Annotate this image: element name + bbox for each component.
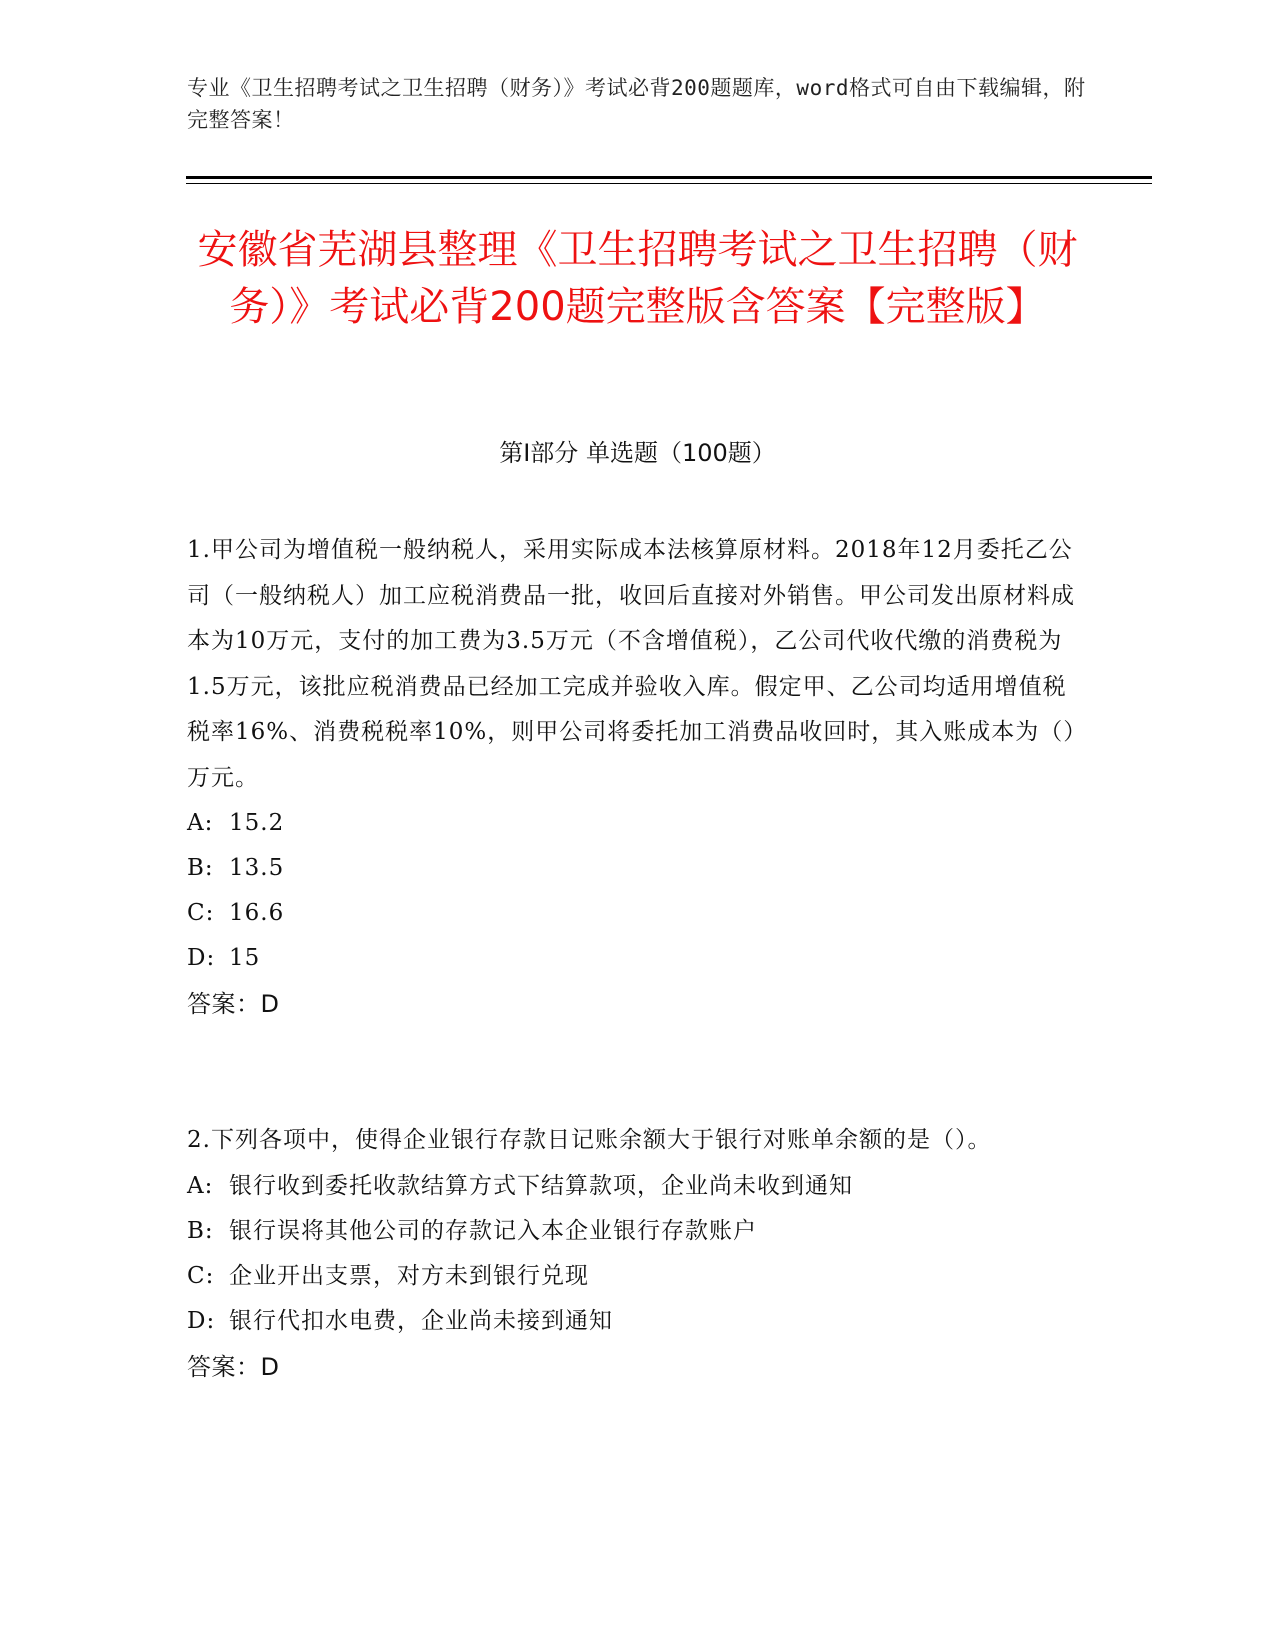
option-key: C: bbox=[187, 1262, 215, 1289]
question-stem: 1.甲公司为增值税一般纳税人，采用实际成本法核算原材料。2018年12月委托乙公司（一般纳税人）加工应税消费品一批，收回后直接对外销售。甲公司发出原材料成本为10万元，支付的加工费为3.5万元（不含增值税），乙公司代收代缴的消费税为1.5万元，该批应税消费品已经加工完成并验收入库。假定甲、乙公司均适用增值税税率16%、消费税税率10%，则甲公司将委托加工消费品收回时，其入账成本为（）万元。 bbox=[187, 537, 1076, 791]
option-text: 15 bbox=[229, 945, 261, 971]
question-stem: 2.下列各项中，使得企业银行存款日记账余额大于银行对账单余额的是（）。 bbox=[187, 1127, 992, 1153]
option-text: 银行代扣水电费，企业尚未接到通知 bbox=[229, 1307, 613, 1334]
option-text: 16.6 bbox=[229, 900, 285, 926]
option-a bbox=[187, 801, 1077, 846]
option-text: 13.5 bbox=[229, 855, 285, 881]
option-key: D: bbox=[187, 945, 216, 971]
option-key: B: bbox=[187, 1217, 214, 1244]
option-key: A: bbox=[187, 810, 214, 836]
header-rule-thick bbox=[186, 176, 1152, 179]
answer-line: 答案：D bbox=[187, 1352, 280, 1381]
option-b bbox=[187, 1209, 1077, 1254]
option-text: 银行误将其他公司的存款记入本企业银行存款账户 bbox=[229, 1217, 757, 1244]
option-key: B: bbox=[187, 855, 214, 881]
option-text: 15.2 bbox=[229, 810, 285, 836]
option-d bbox=[187, 1299, 1077, 1344]
question-2 bbox=[187, 1118, 1077, 1390]
option-d bbox=[187, 936, 1077, 981]
section-title: 第Ⅰ部分 单选题（100题） bbox=[499, 439, 776, 467]
header-rule-thin bbox=[186, 183, 1152, 184]
option-a bbox=[187, 1164, 1077, 1209]
answer-line: 答案：D bbox=[187, 990, 280, 1018]
option-c bbox=[187, 1254, 1077, 1299]
option-text: 银行收到委托收款结算方式下结算款项，企业尚未收到通知 bbox=[229, 1172, 853, 1199]
option-key: C: bbox=[187, 900, 215, 926]
question-1 bbox=[187, 528, 1077, 1027]
option-key: D: bbox=[187, 1307, 216, 1334]
option-text: 企业开出支票，对方未到银行兑现 bbox=[229, 1262, 589, 1289]
header-note: 专业《卫生招聘考试之卫生招聘（财务）》考试必背200题题库，word格式可自由下载编辑，附完整答案！ bbox=[187, 76, 1086, 132]
option-c bbox=[187, 891, 1077, 936]
document-title: 安徽省芜湖县整理《卫生招聘考试之卫生招聘（财务）》考试必背200题完整版含答案【完整版】 bbox=[197, 227, 1078, 330]
option-b bbox=[187, 846, 1077, 891]
option-key: A: bbox=[187, 1172, 214, 1199]
